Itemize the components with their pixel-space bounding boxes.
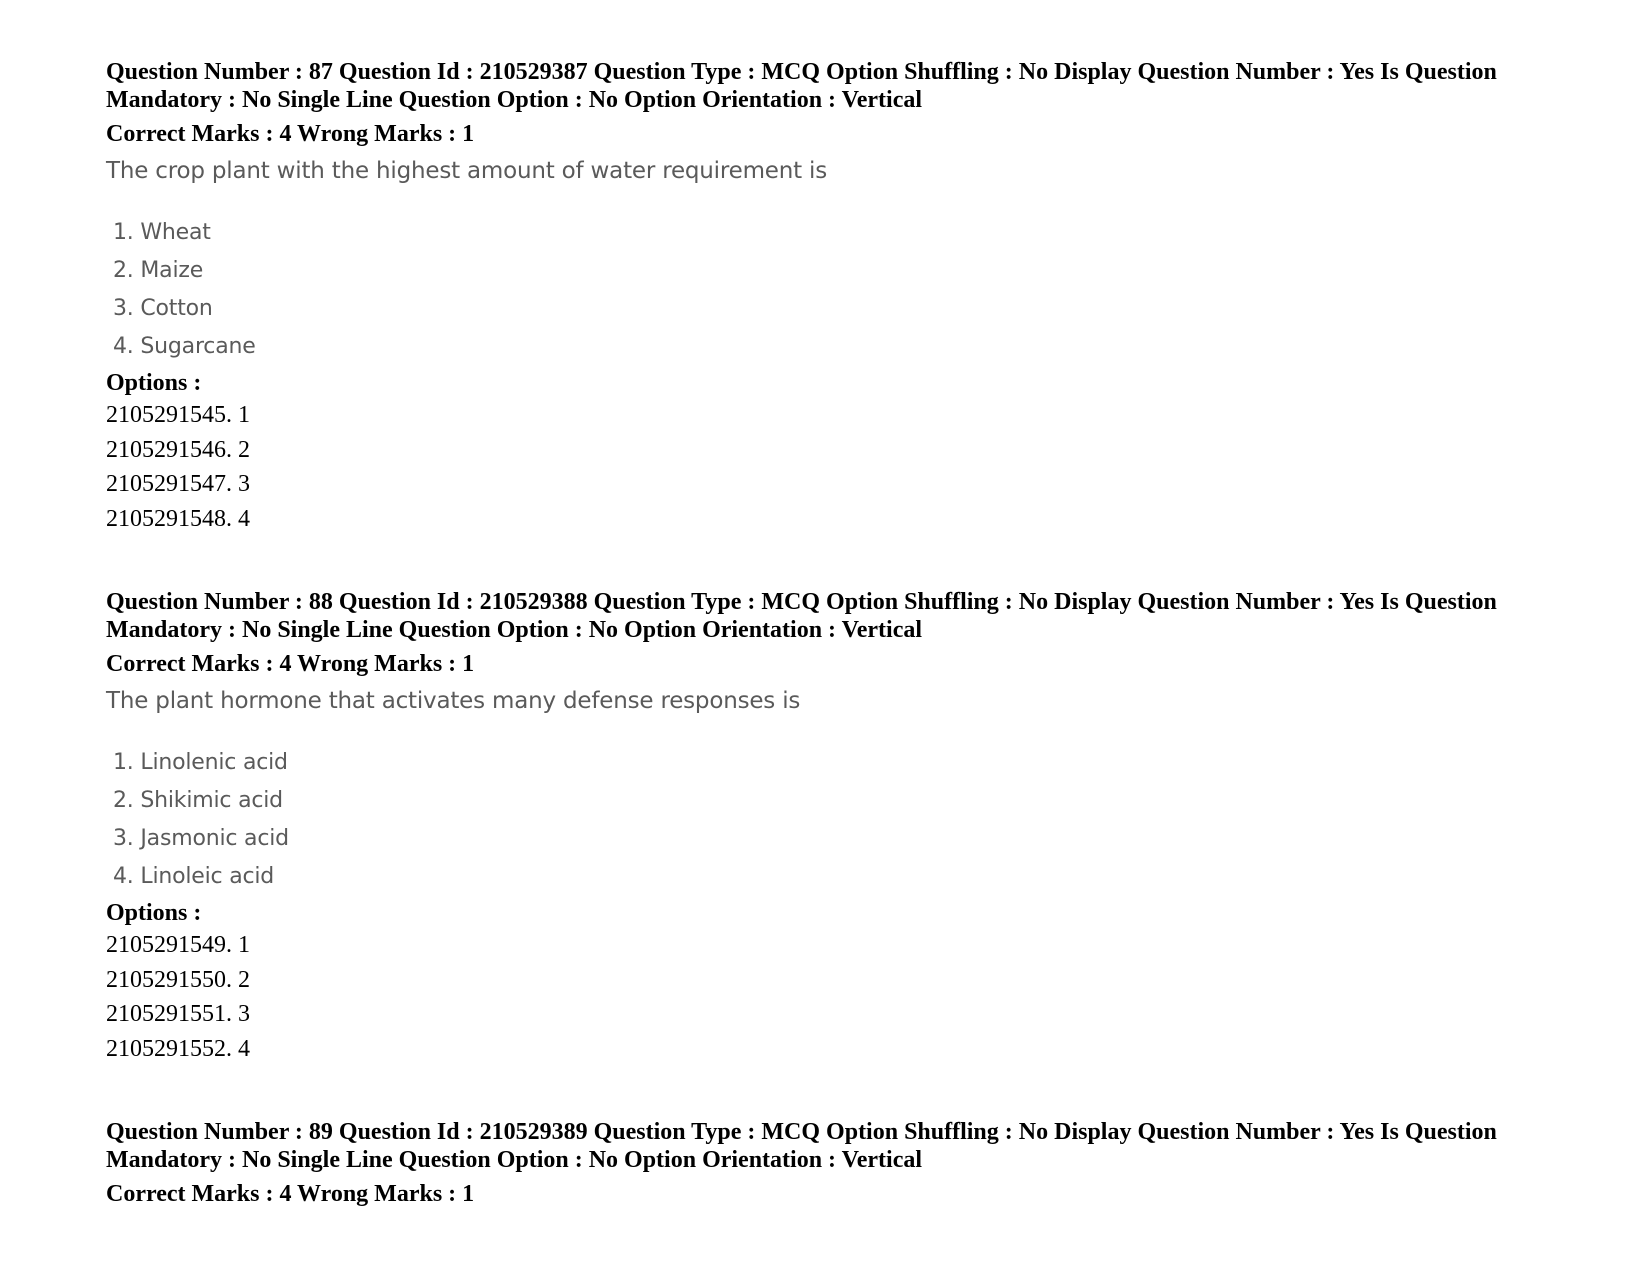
question-image xyxy=(106,156,1606,366)
question-meta xyxy=(106,58,1606,114)
options-label: Options : xyxy=(106,370,202,396)
option-id: 2105291549. 1 xyxy=(106,932,250,958)
options-label: Options : xyxy=(106,900,202,926)
option-id-list xyxy=(106,928,1606,1066)
choice-item: 1. Linolenic acid xyxy=(113,750,288,775)
question-block-87 xyxy=(106,58,1606,536)
option-id-list xyxy=(106,398,1606,536)
choice-item: 3. Jasmonic acid xyxy=(113,826,289,851)
question-marks: Correct Marks : 4 Wrong Marks : 1 xyxy=(106,121,475,147)
choice-item: 2. Shikimic acid xyxy=(113,788,283,813)
choice-list xyxy=(106,214,1606,366)
option-id: 2105291551. 3 xyxy=(106,1001,250,1027)
question-meta xyxy=(106,1118,1606,1174)
question-meta-line: Mandatory : No Single Line Question Option : No Option Orientation : Vertical xyxy=(106,1147,923,1173)
question-meta-line: Question Number : 89 Question Id : 210529389 Question Type : MCQ Option Shuffling : No Display Question Number : Yes Is Question xyxy=(106,1119,1497,1145)
question-text: The crop plant with the highest amount of water requirement is xyxy=(106,158,828,184)
option-id: 2105291547. 3 xyxy=(106,471,250,497)
question-block-89 xyxy=(106,1118,1606,1208)
choice-list xyxy=(106,744,1606,896)
choice-item: 2. Maize xyxy=(113,258,204,283)
question-text: The plant hormone that activates many defense responses is xyxy=(106,688,801,714)
choice-item: 4. Linoleic acid xyxy=(113,864,275,889)
choice-item: 3. Cotton xyxy=(113,296,213,321)
option-id: 2105291548. 4 xyxy=(106,505,250,532)
option-id: 2105291545. 1 xyxy=(106,402,250,428)
choice-item: 4. Sugarcane xyxy=(113,334,256,359)
question-image xyxy=(106,686,1606,896)
question-meta xyxy=(106,588,1606,644)
option-id: 2105291546. 2 xyxy=(106,436,250,463)
question-meta-line: Mandatory : No Single Line Question Option : No Option Orientation : Vertical xyxy=(106,617,923,643)
question-paper-page xyxy=(106,58,1606,1260)
option-id: 2105291550. 2 xyxy=(106,966,250,993)
question-marks: Correct Marks : 4 Wrong Marks : 1 xyxy=(106,1181,475,1207)
question-meta-line: Question Number : 88 Question Id : 210529388 Question Type : MCQ Option Shuffling : No Display Question Number : Yes Is Question xyxy=(106,589,1497,615)
choice-item: 1. Wheat xyxy=(113,220,211,245)
question-meta-line: Mandatory : No Single Line Question Option : No Option Orientation : Vertical xyxy=(106,87,923,113)
question-marks: Correct Marks : 4 Wrong Marks : 1 xyxy=(106,651,475,677)
question-meta-line: Question Number : 87 Question Id : 210529387 Question Type : MCQ Option Shuffling : No Display Question Number : Yes Is Question xyxy=(106,59,1497,85)
question-block-88 xyxy=(106,588,1606,1066)
option-id: 2105291552. 4 xyxy=(106,1035,250,1062)
